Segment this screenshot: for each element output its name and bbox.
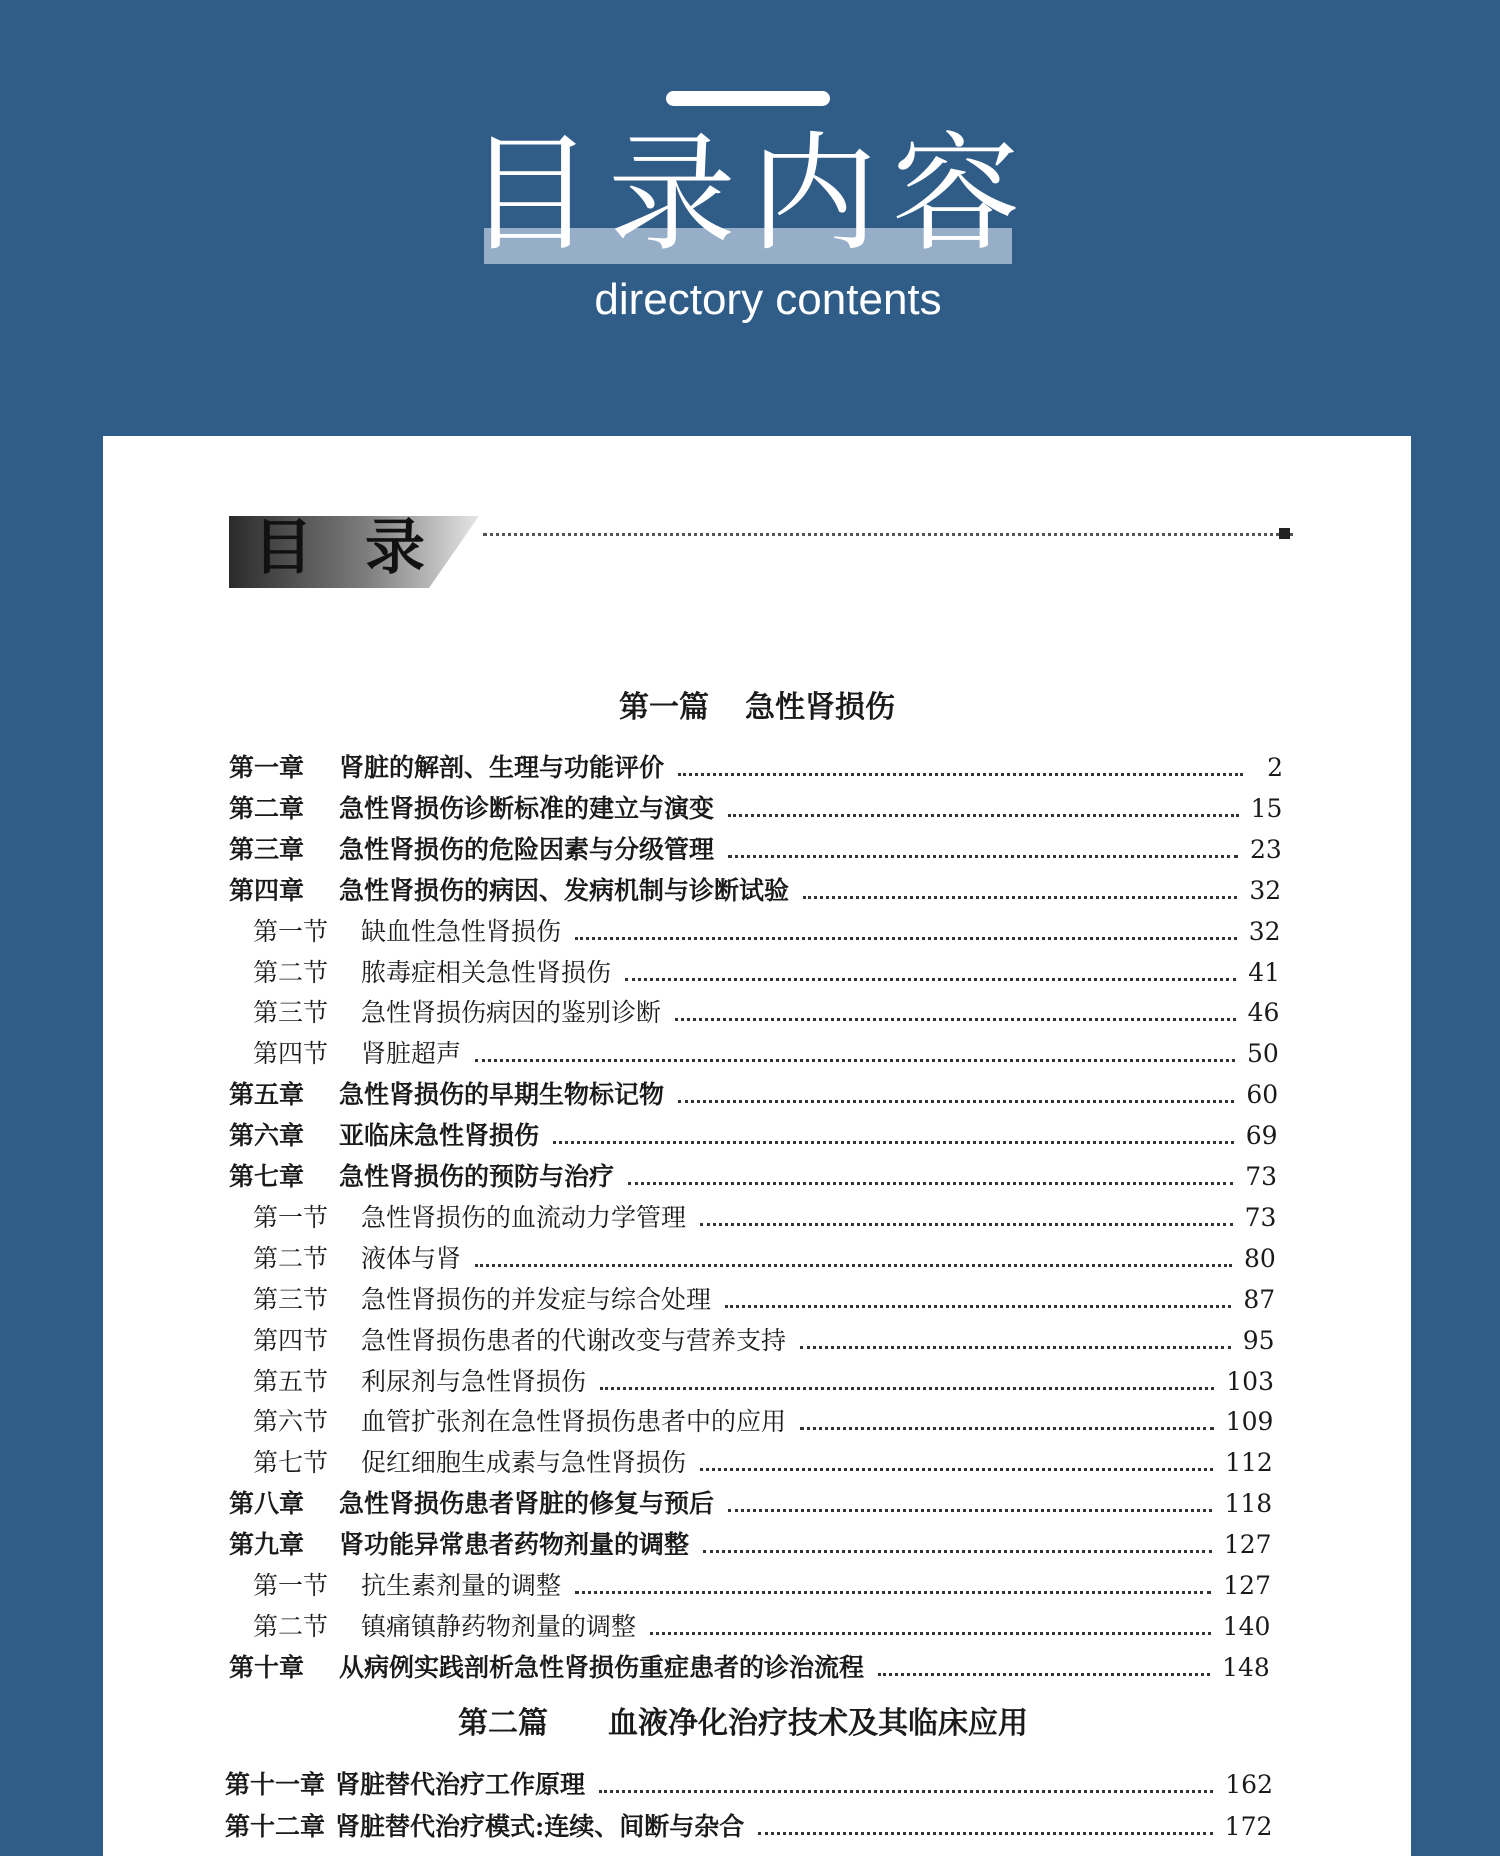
toc-leader-dots: [599, 1790, 1213, 1793]
toc-entry-title: 液体与肾: [361, 1243, 462, 1273]
toc-entry-title: 抗生素剂量的调整: [361, 1571, 562, 1600]
toc-page-number: 140: [1222, 1611, 1271, 1641]
toc-leader-dots: [628, 1182, 1233, 1185]
toc-page-number: 95: [1242, 1325, 1275, 1355]
toc-page-number: 148: [1222, 1652, 1270, 1682]
page-subtitle: directory contents: [594, 275, 942, 324]
toc-section-row: [253, 955, 1280, 991]
toc-entry-number: 第六节: [253, 1407, 329, 1437]
toc-leader-dots: [700, 1223, 1233, 1226]
toc-page-number: 46: [1247, 998, 1280, 1028]
toc-entry-number: 第十一章: [225, 1770, 326, 1799]
toc-leader-dots: [675, 1018, 1236, 1021]
toc-leader-dots: [678, 773, 1243, 776]
toc-entry-number: 第一章: [229, 753, 305, 782]
toc-leader-dots: [553, 1141, 1234, 1144]
part-label: 第二篇: [458, 1706, 548, 1741]
part-title: [103, 1702, 1383, 1746]
toc-leader-dots: [678, 1100, 1234, 1103]
part-name: 血液净化治疗技术及其临床应用: [608, 1706, 1028, 1741]
toc-section-row: [253, 1282, 1275, 1318]
toc-page-number: 73: [1245, 1162, 1277, 1191]
toc-entry-number: 第一节: [253, 1202, 329, 1232]
toc-entry-number: 第五节: [253, 1366, 329, 1396]
toc-entry-number: 第二节: [253, 1611, 329, 1641]
toc-entry-number: 第七节: [253, 1448, 329, 1478]
toc-section-row: [253, 1241, 1276, 1277]
toc-heading-rule-end: [1279, 528, 1290, 539]
toc-chapter-row: [229, 750, 1283, 786]
toc-entry-number: 第三节: [253, 998, 329, 1028]
toc-leader-dots: [600, 1387, 1214, 1390]
toc-section-row: [253, 1200, 1276, 1236]
page-title: 目录内容: [465, 120, 1034, 269]
toc-entry-title: 急性肾损伤的早期生物标记物: [339, 1080, 665, 1110]
toc-leader-dots: [700, 1468, 1213, 1471]
toc-page-number: 103: [1226, 1366, 1274, 1396]
toc-entry-number: 第七章: [229, 1162, 305, 1191]
toc-entry-title: 肾功能异常患者药物剂量的调整: [339, 1530, 690, 1560]
part-label: 第一篇: [619, 690, 709, 725]
toc-entry-number: 第二节: [253, 1243, 329, 1273]
toc-leader-dots: [758, 1832, 1212, 1835]
toc-page-number: 32: [1249, 875, 1282, 905]
toc-leader-dots: [475, 1059, 1235, 1062]
toc-page-number: 41: [1248, 957, 1280, 987]
toc-leader-dots: [878, 1673, 1210, 1676]
toc-section-row: [253, 1568, 1271, 1604]
toc-chapter-row: [229, 1486, 1272, 1522]
toc-heading-rule: [483, 533, 1293, 536]
toc-leader-dots: [575, 1591, 1211, 1594]
toc-entry-title: 急性肾损伤的并发症与综合处理: [361, 1284, 712, 1314]
toc-chapter-row: [229, 1118, 1278, 1154]
toc-page-number: 162: [1225, 1770, 1273, 1799]
toc-leader-dots: [728, 1509, 1212, 1512]
toc-leader-dots: [703, 1550, 1212, 1553]
toc-chapter-row: [229, 1650, 1270, 1686]
toc-chapter-row: [229, 873, 1281, 909]
toc-page-number: 15: [1250, 793, 1283, 823]
toc-entry-number: 第八章: [229, 1489, 305, 1519]
toc-entry-title: 急性肾损伤患者肾脏的修复与预后: [339, 1489, 715, 1519]
toc-entry-number: 第十二章: [225, 1812, 326, 1841]
toc-entry-number: 第一节: [253, 916, 329, 946]
toc-section-row: [253, 1036, 1279, 1072]
toc-page-number: 60: [1246, 1080, 1279, 1110]
toc-entry-title: 缺血性急性肾损伤: [361, 916, 562, 946]
toc-page-number: 172: [1224, 1812, 1273, 1841]
toc-entry-number: 第四节: [253, 1039, 329, 1069]
toc-entry-title: 血管扩张剂在急性肾损伤患者中的应用: [361, 1407, 787, 1437]
toc-leader-dots: [803, 896, 1237, 899]
toc-entry-number: 第四章: [229, 875, 305, 905]
toc-leader-dots: [650, 1632, 1211, 1635]
toc-section-row: [253, 1609, 1270, 1645]
part-name: 急性肾损伤: [745, 690, 895, 725]
toc-entry-title: 肾脏替代治疗工作原理: [335, 1770, 586, 1799]
toc-chapter-row: [225, 1809, 1272, 1845]
header-accent-bar: [666, 91, 830, 106]
toc-section-row: [253, 1323, 1275, 1359]
toc-chapter-row: [229, 832, 1282, 868]
toc-chapter-row: [225, 1767, 1273, 1803]
toc-entry-number: 第四节: [253, 1325, 329, 1355]
toc-page-number: 69: [1245, 1121, 1278, 1151]
toc-chapter-row: [229, 1159, 1277, 1195]
toc-entry-title: 急性肾损伤的病因、发病机制与诊断试验: [339, 875, 790, 905]
part-title: [103, 686, 1411, 730]
toc-entry-title: 利尿剂与急性肾损伤: [361, 1366, 587, 1396]
toc-section-row: [253, 1364, 1274, 1400]
toc-leader-dots: [728, 855, 1238, 858]
toc-page-number: 23: [1249, 834, 1282, 864]
toc-leader-dots: [800, 1346, 1231, 1349]
toc-entry-title: 肾脏替代治疗模式:连续、间断与杂合: [335, 1812, 745, 1841]
toc-entry-number: 第三节: [253, 1284, 329, 1314]
toc-page-number: 112: [1225, 1448, 1273, 1478]
toc-entry-title: 亚临床急性肾损伤: [339, 1121, 540, 1151]
toc-page-number: 87: [1243, 1284, 1276, 1314]
toc-entry-number: 第三章: [229, 834, 305, 864]
toc-entry-number: 第十章: [229, 1652, 305, 1682]
toc-leader-dots: [575, 937, 1237, 940]
toc-page-number: 80: [1243, 1243, 1276, 1273]
toc-leader-dots: [625, 978, 1236, 981]
toc-entry-number: 第六章: [229, 1121, 305, 1151]
toc-leader-dots: [475, 1264, 1232, 1267]
toc-entry-title: 肾脏的解剖、生理与功能评价: [339, 753, 665, 782]
toc-entry-title: 急性肾损伤的血流动力学管理: [361, 1202, 687, 1232]
toc-section-row: [253, 1404, 1273, 1440]
toc-page-number: 2: [1267, 753, 1283, 782]
toc-entry-title: 急性肾损伤诊断标准的建立与演变: [339, 793, 715, 823]
toc-leader-dots: [800, 1427, 1214, 1430]
toc-entry-title: 脓毒症相关急性肾损伤: [361, 957, 612, 987]
toc-page: [103, 436, 1411, 1856]
toc-page-number: 109: [1225, 1407, 1274, 1437]
toc-page-number: 118: [1224, 1489, 1273, 1519]
toc-entry-title: 肾脏超声: [361, 1039, 462, 1069]
toc-entry-number: 第二节: [253, 957, 329, 987]
toc-entry-title: 从病例实践剖析急性肾损伤重症患者的诊治流程: [339, 1652, 865, 1682]
toc-page-number: 50: [1246, 1039, 1279, 1069]
toc-entry-title: 急性肾损伤的危险因素与分级管理: [339, 834, 715, 864]
toc-entry-title: 镇痛镇静药物剂量的调整: [361, 1611, 637, 1641]
toc-chapter-row: [229, 791, 1282, 827]
toc-entry-number: 第二章: [229, 793, 305, 823]
toc-section-row: [253, 1445, 1273, 1481]
toc-page-number: 127: [1223, 1530, 1272, 1560]
toc-entry-title: 急性肾损伤的预防与治疗: [339, 1162, 615, 1191]
toc-leader-dots: [728, 814, 1239, 817]
toc-page-number: 127: [1223, 1571, 1271, 1600]
toc-section-row: [253, 995, 1279, 1031]
toc-leader-dots: [725, 1305, 1231, 1308]
toc-page-number: 73: [1244, 1202, 1277, 1232]
toc-entry-title: 急性肾损伤病因的鉴别诊断: [361, 998, 662, 1028]
toc-entry-title: 急性肾损伤患者的代谢改变与营养支持: [361, 1325, 787, 1355]
toc-entry-title: 促红细胞生成素与急性肾损伤: [361, 1448, 687, 1478]
toc-chapter-row: [229, 1527, 1272, 1563]
toc-entry-number: 第一节: [253, 1571, 329, 1600]
toc-heading: 目录: [253, 513, 477, 583]
toc-entry-number: 第九章: [229, 1530, 305, 1560]
toc-chapter-row: [229, 1077, 1278, 1113]
toc-page-number: 32: [1248, 916, 1281, 946]
toc-section-row: [253, 914, 1281, 950]
toc-entry-number: 第五章: [229, 1080, 305, 1110]
